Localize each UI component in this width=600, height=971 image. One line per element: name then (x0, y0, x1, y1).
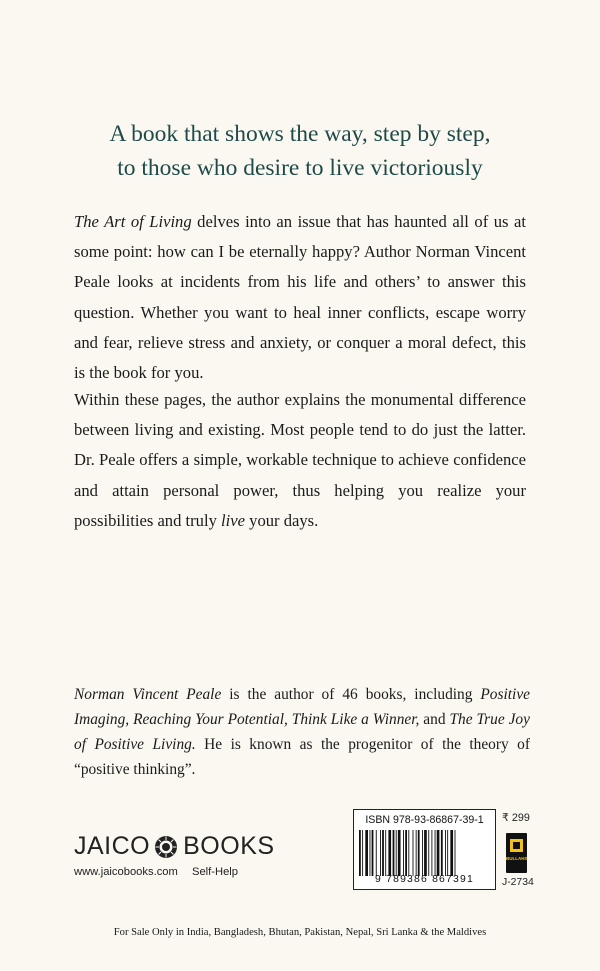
isbn-label: ISBN 978-93-86867-39-1 (365, 814, 484, 826)
barcode-bar (447, 830, 448, 876)
barcode-bar (424, 830, 427, 876)
barcode-bars (358, 830, 491, 876)
publisher-url: www.jaicobooks.com (74, 866, 178, 878)
imprint-badge-icon (506, 833, 527, 873)
barcode-bar (455, 830, 456, 876)
barcode-bar (403, 830, 404, 876)
isbn-barcode (353, 809, 496, 890)
blurb-paragraph-2: Within these pages, the author explains the monumental difference between living and existing. Most people tend to do just the latter. Dr. Peale offers a simple, workable technique to achieve confidence and attain personal power, thus helping you realize your possibilities and truly live your days. (74, 390, 527, 530)
isbn-digits: 9 789386 867391 (375, 874, 474, 885)
jaico-sun-icon (154, 835, 178, 859)
author-bio: Norman Vincent Peale is the author of 46 books, including Positive Imaging, Reaching Your Potential, Think Like a Winner, and The True Joy of Positive Living. He is known as the progenitor of the theory of “positive thinking”. (74, 686, 530, 778)
barcode-bar (428, 830, 429, 876)
barcode-bar (362, 830, 363, 876)
barcode-bar (372, 830, 374, 876)
publisher-name-left: JAICO (74, 832, 151, 860)
barcode-bar (431, 830, 432, 876)
barcode-bar (418, 830, 420, 876)
barcode-bar (393, 830, 395, 876)
barcode-bar (382, 830, 384, 876)
sale-territory-notice: For Sale Only in India, Bangladesh, Bhutan, Pakistan, Nepal, Sri Lanka & the Maldives (113, 927, 487, 938)
barcode-bar (396, 830, 397, 876)
book-category: Self-Help (192, 866, 239, 878)
blurb-paragraph-1: The Art of Living delves into an issue that has haunted all of us at some point: how can I be eternally happy? Author Norman Vincent Peale looks at incidents from his life and others’ to answer this question. Whether you want to heal inner conflicts, escape worry and fear, relieve stress and anxiety, or conquer a moral defect, this is the book for you. (74, 212, 527, 383)
barcode-bar (365, 830, 368, 876)
barcode-bar (450, 830, 453, 876)
book-title: The Art of Living (74, 212, 192, 231)
barcode-bar (416, 830, 417, 876)
barcode-bar (398, 830, 401, 876)
author-name: Norman Vincent Peale (74, 686, 222, 703)
price-label: ₹ 299 (502, 812, 530, 824)
publisher-logo (74, 832, 275, 861)
barcode-bar (441, 830, 443, 876)
publisher-name-right: BOOKS (183, 832, 275, 860)
tagline-line-2: to those who desire to live victoriously (117, 155, 483, 181)
barcode-bar (359, 830, 361, 876)
barcode-bar (437, 830, 440, 876)
barcode-bar (388, 830, 391, 876)
imprint-badge-text: BULLAHS (506, 856, 528, 861)
barcode-bar (445, 830, 446, 876)
barcode-bar (385, 830, 386, 876)
barcode-bar (413, 830, 414, 876)
tagline (0, 117, 600, 185)
catalog-code: J-2734 (502, 877, 534, 888)
tagline-line-1: A book that shows the way, step by step, (109, 121, 491, 147)
barcode-bar (422, 830, 423, 876)
barcode-bar (370, 830, 371, 876)
barcode-bar (405, 830, 407, 876)
barcode-bar (380, 830, 381, 876)
barcode-bar (376, 830, 377, 876)
barcode-bar (408, 830, 409, 876)
barcode-bar (435, 830, 436, 876)
